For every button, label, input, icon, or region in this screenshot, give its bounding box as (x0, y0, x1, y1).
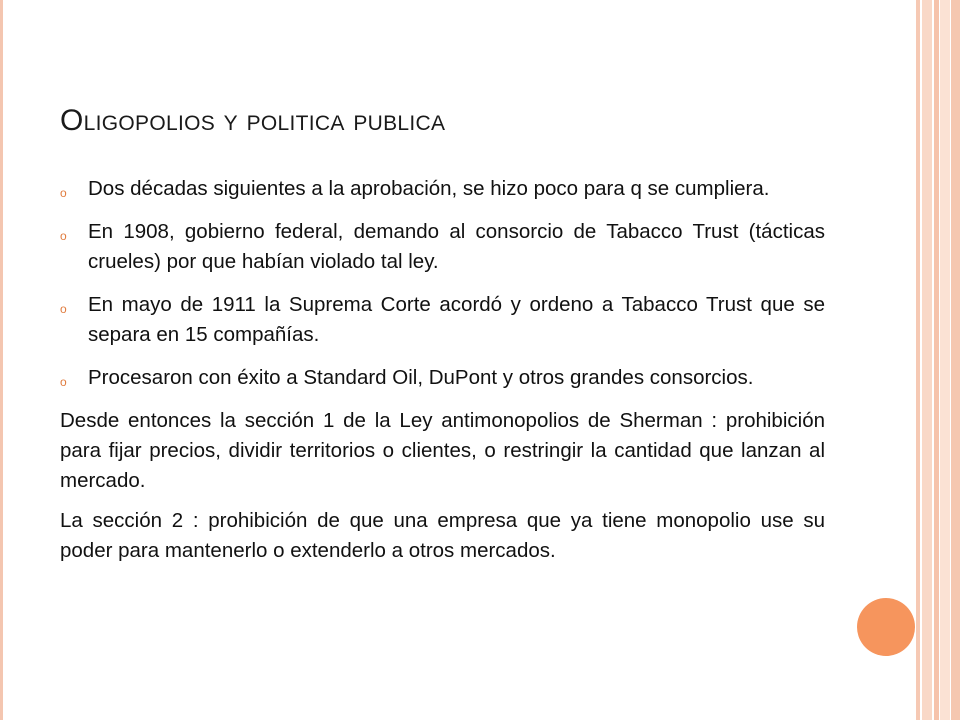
bullet-list (60, 174, 825, 393)
left-border-line (0, 0, 3, 720)
bullet-item (60, 174, 825, 204)
bullet-text: En 1908, gobierno federal, demando al consorcio de Tabacco Trust (tácticas crueles) por que habían violado tal ley. (88, 220, 825, 273)
bullet-item (60, 363, 825, 393)
bullet-marker-icon: o (60, 186, 67, 200)
bullet-text: Dos décadas siguientes a la aprobación, se hizo poco para q se cumpliera. (88, 177, 770, 200)
paragraph: La sección 2 : prohibición de que una empresa que ya tiene monopolio use su poder para mantenerlo o extenderlo a otros mercados. (60, 509, 825, 562)
bullet-item (60, 290, 825, 350)
paragraph: Desde entonces la sección 1 de la Ley antimonopolios de Sherman : prohibición para fijar precios, dividir territorios o clientes, o restringir la cantidad que lanzan al mercado. (60, 409, 825, 492)
bullet-marker-icon: o (60, 302, 67, 316)
bullet-text: En mayo de 1911 la Suprema Corte acordó y ordeno a Tabacco Trust que se separa en 15 compañías. (88, 293, 825, 346)
slide-content (60, 174, 825, 576)
decorative-stripe (934, 0, 939, 720)
decorative-stripe (940, 0, 950, 720)
accent-circle (857, 598, 915, 656)
decorative-stripe (951, 0, 960, 720)
slide-title: Oligopolios y politica publica (60, 104, 446, 137)
bullet-item (60, 217, 825, 277)
decorative-stripe (916, 0, 920, 720)
bullet-text: Procesaron con éxito a Standard Oil, DuPont y otros grandes consorcios. (88, 366, 754, 389)
bullet-marker-icon: o (60, 229, 67, 243)
bullet-marker-icon: o (60, 375, 67, 389)
decorative-stripe (922, 0, 932, 720)
